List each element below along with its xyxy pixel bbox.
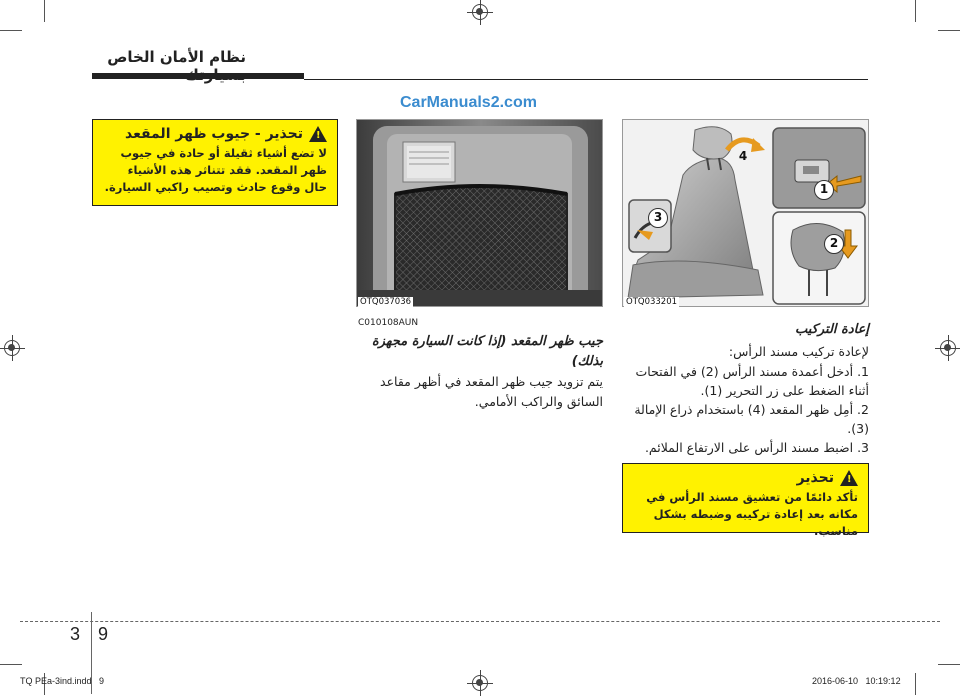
seatback-pocket-photo (356, 119, 603, 307)
page-number-section: 3 (70, 624, 81, 644)
crop-mark (0, 664, 22, 665)
photo-code: OTQ033201 (626, 297, 678, 307)
warning-body: لا تضع أشياء ثقيلة أو حادة في جيوب ظهر المقعد. فقد تتناثر هذه الأشياء حال وقوع حادث وتصيب راكبي السيارة. (104, 146, 327, 194)
section-body-seatback-pocket: يتم تزويد جيب ظهر المقعد في أظهر مقاعد السائق والراكب الأمامي. (380, 374, 603, 409)
crop-mark (915, 0, 916, 22)
page-number: 9 (98, 624, 109, 644)
headrest-reinstall-photo (622, 119, 869, 307)
registration-mark-icon (940, 340, 956, 356)
warning-title (103, 126, 327, 142)
warning-body: تأكد دائمًا من تعشيق مسند الرأس في مكانه بعد إعادة تركيبه وضبطه بشكل مناسب. (646, 490, 858, 538)
warning-triangle-icon: ! (840, 470, 858, 486)
callout-1: 1 (814, 180, 834, 200)
section-intro-reinstall: لإعادة تركيب مسند الرأس: (728, 344, 869, 359)
registration-mark-icon (472, 675, 488, 691)
footer-rule (20, 621, 940, 622)
callout-2: 2 (824, 234, 844, 254)
watermark: CarManuals2.com (400, 94, 537, 111)
document-code: C010108AUN (358, 318, 419, 328)
header-bar (92, 73, 304, 79)
list-item: 3. اضبط مسند الرأس على الارتفاع الملائم. (644, 440, 869, 455)
page-title: نظام الأمان الخاص (107, 48, 246, 66)
crop-mark (938, 30, 960, 31)
crop-mark (938, 664, 960, 665)
header-rule (304, 79, 868, 80)
warning-title-text: تحذير - جيوب ظهر المقعد (124, 126, 303, 142)
warning-box-seatback-pocket (92, 119, 338, 206)
registration-mark-icon (4, 340, 20, 356)
reinstall-steps-list (622, 362, 869, 457)
callout-3: 3 (648, 208, 668, 228)
warning-title (633, 470, 858, 486)
photo-code: OTQ037036 (360, 297, 412, 307)
file-info: TQ PEa-3ind.indd 9 (20, 676, 105, 686)
warning-triangle-icon: ! (309, 126, 327, 142)
crop-mark (44, 0, 45, 22)
crop-mark (0, 30, 22, 31)
list-item: 2. أمِل ظهر المقعد (4) باستخدام ذراع الإمالة (3). (634, 402, 869, 436)
section-heading-seatback-pocket: جيب ظهر المقعد (إذا كانت السيارة مجهزة بذلك) (371, 334, 603, 369)
warning-box-headrest (622, 463, 869, 538)
crop-mark (915, 673, 916, 695)
warning-title-text: تحذير (796, 470, 834, 486)
section-heading-reinstall: إعادة التركيب (794, 322, 869, 337)
print-timestamp: 2016-06-10 10:19:12 (812, 676, 901, 686)
registration-mark-icon (472, 4, 488, 20)
callout-4: 4 (738, 149, 748, 163)
list-item: 1. أدخل أعمدة مسند الرأس (2) في الفتحات أثناء الضغط على زر التحرير (1). (635, 364, 869, 398)
